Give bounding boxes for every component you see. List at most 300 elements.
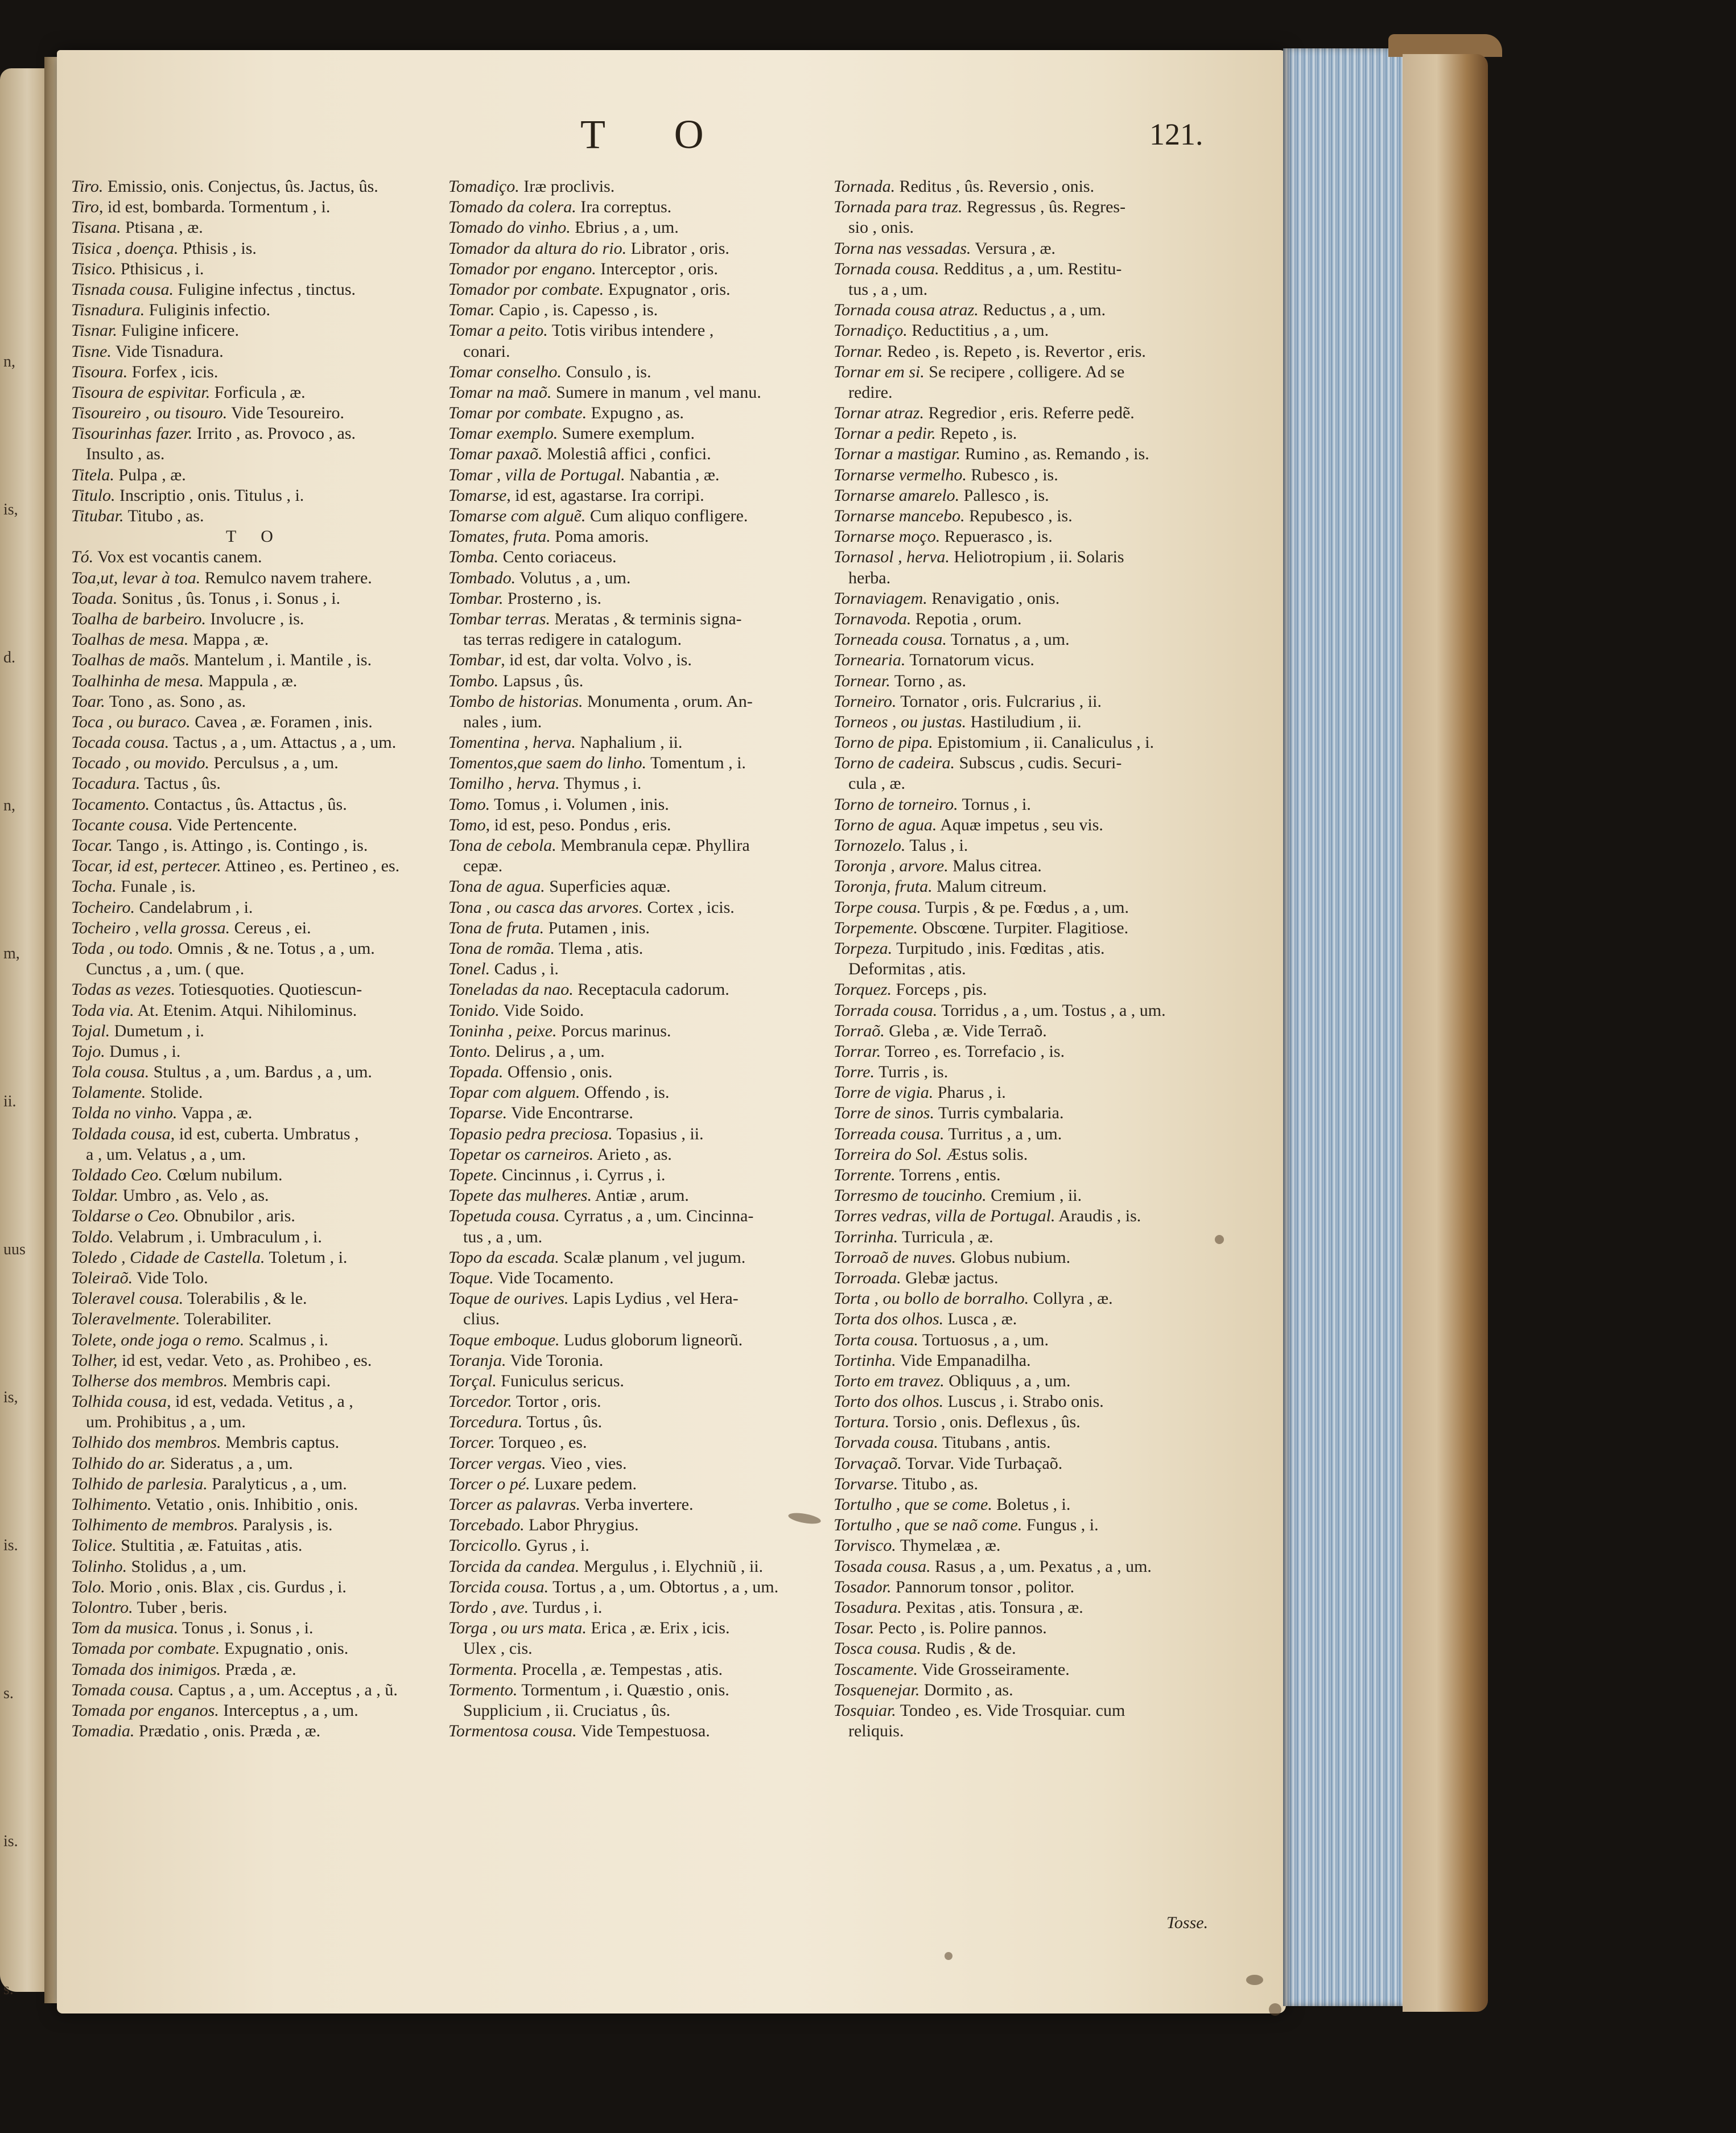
dictionary-entry [71, 362, 438, 382]
definition: Vide Soido. [499, 1000, 584, 1020]
definition: Capio , is. Capesso , is. [494, 300, 658, 320]
headword: Tomentos,que saem do linho. [448, 753, 647, 773]
headword: Tordo , ave. [448, 1597, 529, 1617]
dictionary-entry [834, 1000, 1226, 1021]
dictionary-entry [834, 1309, 1226, 1329]
definition: Tono , as. Sono , as. [105, 691, 246, 711]
dictionary-entry [448, 671, 818, 691]
column-2 [448, 176, 818, 1741]
headword: Torraõ. [834, 1021, 885, 1040]
definition: Captus , a , um. Acceptus , a , ũ. [174, 1680, 398, 1699]
definition: Stultitia , æ. Fatuitas , atis. [116, 1536, 303, 1555]
definition: Tormentum , i. Quæstio , onis. [517, 1680, 729, 1699]
headword: Toldar. [71, 1186, 119, 1205]
headword: Tosquiar. [834, 1700, 896, 1720]
dictionary-entry [71, 568, 438, 588]
definition: Mergulus , i. Elychniũ , ii. [579, 1556, 764, 1576]
definition: Candelabrum , i. [134, 897, 253, 917]
headword: Tomba. [448, 547, 499, 567]
headword: Tombar. [448, 588, 504, 608]
headword: Toronja, fruta. [834, 877, 933, 896]
definition: Aquæ impetus , seu vis. [937, 815, 1103, 834]
dictionary-entry [834, 835, 1226, 856]
definition: Luscus , i. Strabo onis. [943, 1392, 1104, 1411]
definition: Repuerasco , is. [940, 527, 1053, 546]
dictionary-entry [71, 897, 438, 918]
definition: Rubesco , is. [966, 465, 1058, 484]
definition: Vide Toronia. [506, 1350, 604, 1370]
headword: Torcedura. [448, 1413, 523, 1432]
headword: Toparse. [448, 1103, 508, 1123]
definition: Tomus , i. Volumen , inis. [490, 794, 669, 814]
dictionary-entry [71, 1618, 438, 1638]
definition: Tactus , a , um. Attactus , a , um. [169, 733, 397, 752]
entry-continuation [834, 568, 1226, 588]
headword: Tolamente. [71, 1083, 146, 1102]
dictionary-entry [448, 382, 818, 403]
headword: Tomado do vinho. [448, 218, 571, 237]
definition: Renavigatio , onis. [927, 588, 1060, 608]
headword: Tisnada cousa. [71, 279, 174, 299]
dictionary-entry [448, 1680, 818, 1700]
dictionary-entry [834, 671, 1226, 691]
dictionary-entry [71, 403, 438, 423]
dictionary-entry [834, 1453, 1226, 1474]
headword: Titela. [71, 465, 114, 484]
definition: Sumere exemplum. [558, 424, 695, 443]
entry-continuation [448, 856, 818, 876]
definition: Topasius , ii. [612, 1124, 704, 1143]
definition: Interceptus , a , um. [218, 1700, 358, 1720]
headword: Torpemente. [834, 918, 918, 937]
definition: Cunctus , a , um. ( que. [86, 960, 245, 979]
catchword: Tosse. [1166, 1913, 1209, 1932]
definition: Membris captus. [221, 1433, 340, 1452]
dictionary-entry [834, 732, 1226, 753]
definition: Dumetum , i. [110, 1021, 204, 1040]
dictionary-entry [448, 547, 818, 567]
dictionary-entry [71, 588, 438, 609]
definition: Dumus , i. [105, 1041, 181, 1061]
definition: Cento coriaceus. [498, 547, 617, 567]
dictionary-entry [448, 1371, 818, 1391]
definition: Velabrum , i. Umbraculum , i. [113, 1227, 322, 1246]
dictionary-entry [71, 1082, 438, 1103]
dictionary-entry [71, 485, 438, 506]
definition: Perculsus , a , um. [209, 753, 339, 773]
definition: Expugnator , oris. [604, 279, 731, 299]
dictionary-entry [71, 1453, 438, 1474]
headword: Torneos , ou justas. [834, 712, 967, 731]
headword: Tolhido dos membros. [71, 1433, 221, 1452]
definition: Rumino , as. Remando , is. [960, 444, 1149, 464]
left-page-fragment: n, [3, 353, 15, 370]
headword: Tosadura. [834, 1597, 902, 1617]
definition: Ludus globorum ligneorũ. [559, 1330, 743, 1349]
headword: Tona de fruta. [448, 918, 545, 937]
dictionary-entry [834, 1577, 1226, 1597]
entry-continuation [834, 279, 1226, 300]
definition: Stultus , a , um. Bardus , a , um. [149, 1063, 372, 1082]
dictionary-entry [448, 1330, 818, 1350]
definition: Turricula , æ. [898, 1227, 993, 1246]
dictionary-entry [71, 506, 438, 526]
dictionary-entry [448, 650, 818, 670]
headword: Tomarse com alguẽ. [448, 507, 586, 525]
headword: Torcida da candea. [448, 1556, 580, 1576]
page-edges [1283, 48, 1403, 2006]
headword: Tolo. [71, 1577, 105, 1596]
dictionary-entry [448, 1618, 818, 1638]
definition: Vide Tesoureiro. [227, 403, 344, 423]
definition: Tortus , a , um. Obtortus , a , um. [549, 1577, 779, 1596]
definition: Subscus , cudis. Securi- [955, 753, 1122, 773]
definition: Vide Empanadilha. [896, 1350, 1031, 1370]
dictionary-entry [448, 1432, 818, 1453]
definition: Turritus , a , um. [944, 1124, 1062, 1143]
definition: Membranula cepæ. Phyllira [556, 836, 750, 855]
definition: Torrens , entis. [895, 1166, 1001, 1184]
headword: Tormenta. [448, 1660, 518, 1679]
dictionary-entry [448, 1412, 818, 1432]
definition: Thymelæa , æ. [896, 1536, 1001, 1555]
definition: Totiesquoties. Quotiescun- [175, 980, 362, 999]
dictionary-entry [834, 1412, 1226, 1432]
definition: Receptacula cadorum. [573, 980, 729, 999]
headword: Tornarse moço. [834, 527, 941, 546]
definition: Fuligine infectus , tinctus. [174, 279, 356, 299]
definition: Luxare pedem. [530, 1474, 637, 1493]
definition: Tolerabiliter. [180, 1310, 271, 1329]
dictionary-entry [448, 1062, 818, 1082]
definition: Cadus , i. [490, 960, 559, 979]
dictionary-entry [448, 1474, 818, 1494]
definition: Ptisana , æ. [121, 218, 203, 237]
ink-stain [1246, 1975, 1263, 1985]
dictionary-entry [834, 1041, 1226, 1062]
headword: Tolherse dos membros. [71, 1371, 228, 1390]
headword: Toldarse o Ceo. [71, 1206, 179, 1226]
definition: Glebæ jactus. [901, 1268, 999, 1287]
headword: Tisoura. [71, 362, 128, 381]
definition: Putamen , inis. [544, 918, 650, 937]
headword: Tocheiro. [71, 897, 135, 917]
definition: Pharus , i. [933, 1083, 1006, 1102]
dictionary-entry [834, 918, 1226, 938]
dictionary-entry [834, 259, 1226, 279]
headword: Torno de cadeira. [834, 753, 955, 773]
dictionary-entry [834, 1288, 1226, 1309]
definition: Hastiludium , ii. [966, 712, 1082, 731]
headword: Tornarse mancebo. [834, 507, 965, 525]
definition: Tornatus , a , um. [946, 630, 1070, 649]
headword: Toranja. [448, 1350, 506, 1370]
headword: Tisoureiro , ou tisouro. [71, 403, 228, 423]
dictionary-entry [448, 217, 818, 238]
dictionary-entry [448, 1494, 818, 1515]
definition: Gyrus , i. [521, 1536, 589, 1555]
definition: Irrito , as. Provoco , as. [192, 424, 356, 443]
definition: , id est, agastarse. Ira corripi. [506, 485, 704, 505]
definition: Lapis Lydius , vel Hera- [568, 1289, 739, 1308]
definition: Regredior , eris. Referre pedẽ. [923, 403, 1135, 423]
headword: Tornarse vermelho. [834, 465, 967, 484]
dictionary-entry [834, 1515, 1226, 1535]
ink-stain [945, 1952, 952, 1960]
dictionary-entry [71, 1206, 438, 1226]
headword: Tornozelo. [834, 836, 906, 855]
headword: Tosada cousa. [834, 1556, 931, 1576]
dictionary-entry [71, 1103, 438, 1123]
headword: Tocar, id est, pertecer. [71, 857, 221, 876]
definition: Naphalium , ii. [575, 733, 683, 752]
headword: Tona , ou casca das arvores. [448, 897, 643, 917]
definition: Umbro , as. Velo , as. [118, 1186, 269, 1205]
dictionary-entry [448, 176, 818, 197]
dictionary-entry [448, 259, 818, 279]
definition: Vappa , æ. [177, 1103, 253, 1123]
headword: Tisourinhas fazer. [71, 424, 193, 443]
dictionary-entry [71, 1577, 438, 1597]
headword: Tolhido do ar. [71, 1453, 166, 1473]
entry-continuation [834, 1721, 1226, 1741]
dictionary-entry [834, 1082, 1226, 1103]
headword: Torcer as palavras. [448, 1495, 580, 1514]
headword: Topetuda cousa. [448, 1206, 560, 1226]
definition: Tornatorum vicus. [905, 650, 1034, 670]
definition: Mappula , æ. [204, 671, 298, 690]
ink-stain [1215, 1235, 1224, 1244]
page-number: 121. [1149, 117, 1203, 151]
headword: Toneladas da nao. [448, 980, 574, 999]
headword: Tomar a peito. [448, 321, 548, 340]
definition: Tolerabilis , & le. [183, 1289, 307, 1308]
dictionary-entry [448, 320, 818, 341]
entry-continuation [448, 1309, 818, 1329]
definition: , id est, cuberta. Umbratus , [170, 1124, 359, 1143]
dictionary-entry [448, 1268, 818, 1288]
dictionary-entry [834, 1185, 1226, 1206]
dictionary-entry [448, 526, 818, 547]
entry-continuation [448, 1227, 818, 1247]
left-page-edge [0, 68, 46, 1998]
definition: Vieo , vies. [546, 1453, 627, 1473]
definition: Interceptor , oris. [596, 259, 718, 278]
definition: Forficula , æ. [210, 382, 306, 402]
dictionary-entry [448, 1124, 818, 1144]
cover-top [1388, 34, 1502, 57]
dictionary-entry [834, 320, 1226, 341]
dictionary-entry [71, 773, 438, 794]
dictionary-entry [71, 1227, 438, 1247]
definition: Se recipere , colligere. Ad se [924, 362, 1125, 381]
headword: Torvisco. [834, 1536, 896, 1555]
dictionary-entry [71, 918, 438, 938]
dictionary-entry [448, 1041, 818, 1062]
definition: Labor Phrygius. [524, 1516, 639, 1535]
headword: Torcebado. [448, 1516, 525, 1535]
definition: Sumere in manum , vel manu. [551, 382, 761, 402]
definition: Funiculus sericus. [496, 1371, 624, 1390]
definition: Mantelum , i. Mantile , is. [189, 650, 372, 670]
definition: Pthisis , is. [178, 238, 257, 258]
headword: Tosquenejar. [834, 1680, 920, 1699]
headword: Torto em travez. [834, 1371, 945, 1390]
headword: Tolinho. [71, 1556, 127, 1576]
dictionary-entry [71, 300, 438, 320]
definition: Membris capi. [228, 1371, 331, 1390]
definition: Rasus , a , um. Pexatus , a , um. [930, 1556, 1152, 1576]
dictionary-entry [834, 753, 1226, 773]
headword: Topetar os carneiros. [448, 1144, 594, 1164]
headword: Tocadura. [71, 774, 141, 793]
headword: Torres vedras, villa de Portugal. [834, 1206, 1055, 1226]
definition: Cyrratus , a , um. Cincinna- [559, 1206, 754, 1226]
definition: Monumenta , orum. An- [583, 691, 753, 711]
dictionary-entry [834, 876, 1226, 897]
headword: Tomar exemplo. [448, 424, 558, 443]
headword: Torna nas vessadas. [834, 238, 971, 258]
headword: Torcer o pé. [448, 1474, 530, 1493]
headword: Tornar em si. [834, 362, 925, 381]
headword: Tornaviagem. [834, 588, 927, 608]
definition: Obnubilor , aris. [179, 1206, 295, 1226]
definition: clius. [463, 1310, 500, 1329]
headword: Tortulho , que se come. [834, 1495, 992, 1514]
dictionary-entry [834, 1062, 1226, 1082]
definition: Rudis , & de. [921, 1639, 1016, 1658]
dictionary-entry [71, 1268, 438, 1288]
headword: Toalhas de mesa. [71, 630, 189, 649]
definition: Torvar. Vide Turbaçaõ. [901, 1453, 1063, 1473]
headword: Topete das mulheres. [448, 1186, 592, 1205]
headword: Titulo. [71, 485, 116, 505]
headword: Topo da escada. [448, 1247, 559, 1267]
definition: Scalmus , i. [244, 1330, 328, 1349]
definition: Procella , æ. Tempestas , atis. [517, 1660, 723, 1679]
definition: Redditus , a , um. Restitu- [939, 259, 1122, 278]
headword: Tola cousa. [71, 1063, 150, 1082]
headword: Toleravel cousa. [71, 1289, 184, 1308]
dictionary-entry [71, 753, 438, 773]
headword: Torneiro. [834, 691, 897, 711]
definition: Prosterno , is. [503, 588, 601, 608]
dictionary-entry [834, 1680, 1226, 1700]
headword: Tornadiço. [834, 321, 908, 340]
dictionary-entry [71, 712, 438, 732]
definition: Boletus , i. [992, 1495, 1071, 1514]
entry-continuation [834, 773, 1226, 794]
definition: Thymus , i. [559, 774, 642, 793]
definition: Obscœne. Turpiter. Flagitiose. [918, 918, 1129, 937]
headword: Tomado da colera. [448, 197, 576, 217]
definition: Fungus , i. [1022, 1516, 1099, 1535]
dictionary-entry [71, 1556, 438, 1577]
headword: Torno de torneiro. [834, 794, 958, 814]
dictionary-entry [834, 1660, 1226, 1680]
headword: Torcida cousa. [448, 1577, 549, 1596]
definition: Involucre , is. [205, 609, 304, 628]
definition: Porcus marinus. [556, 1021, 671, 1040]
dictionary-entry [448, 1515, 818, 1535]
dictionary-entry [834, 712, 1226, 732]
definition: Repubesco , is. [964, 507, 1073, 525]
headword: Torrada cousa. [834, 1000, 938, 1020]
definition: Titubans , antis. [938, 1433, 1051, 1452]
headword: Tornada para traz. [834, 197, 963, 217]
headword: Tortinha. [834, 1350, 896, 1370]
dictionary-entry [71, 1515, 438, 1535]
definition: Cavea , æ. Foramen , inis. [190, 712, 373, 731]
headword: Tomo [448, 815, 486, 834]
definition: Heliotropium , ii. Solaris [949, 547, 1124, 567]
dictionary-entry [834, 650, 1226, 670]
definition: Volutus , a , um. [516, 568, 631, 587]
dictionary-entry [71, 938, 438, 959]
headword: Tonido. [448, 1000, 500, 1020]
headword: Tona de romãa. [448, 938, 555, 958]
running-header: T O [580, 112, 733, 157]
definition: id est, vedar. Veto , as. Prohibeo , es. [117, 1350, 372, 1370]
dictionary-entry [71, 1350, 438, 1371]
definition: Talus , i. [905, 836, 968, 855]
dictionary-entry [448, 1350, 818, 1371]
headword: Torta dos olhos. [834, 1310, 944, 1329]
dictionary-entry [448, 1535, 818, 1556]
definition: Stolide. [146, 1083, 203, 1102]
headword: Torcedor. [448, 1392, 512, 1411]
dictionary-entry [71, 1288, 438, 1309]
headword: Tisica , doença. [71, 238, 179, 258]
dictionary-entry [71, 1247, 438, 1268]
headword: Toleravelmente. [71, 1310, 180, 1329]
dictionary-entry [71, 1185, 438, 1206]
definition: Inscriptio , onis. Titulus , i. [115, 485, 304, 505]
definition: Regressus , ûs. Regres- [962, 197, 1126, 217]
definition: Tornator , oris. Fulcrarius , ii. [896, 691, 1102, 711]
headword: Toalha de barbeiro. [71, 609, 206, 628]
dictionary-entry [71, 794, 438, 815]
left-page-fragment: is. [3, 1833, 18, 1850]
definition: cepæ. [463, 857, 503, 876]
definition: herba. [848, 568, 891, 587]
headword: Tombo. [448, 671, 499, 690]
dictionary-entry [834, 1391, 1226, 1412]
definition: Pexitas , atis. Tonsura , æ. [901, 1597, 1083, 1617]
headword: Tó. [71, 547, 94, 567]
definition: Gleba , æ. Vide Terraõ. [884, 1021, 1047, 1040]
definition: Paralyticus , a , um. [207, 1474, 347, 1493]
definition: Pecto , is. Polire pannos. [874, 1619, 1047, 1638]
definition: Tondeo , es. Vide Trosquiar. cum [896, 1700, 1125, 1720]
definition: Tornus , i. [958, 794, 1031, 814]
dictionary-entry [834, 1227, 1226, 1247]
definition: Turris , is. [874, 1063, 949, 1082]
definition: Cœlum nubilum. [162, 1166, 283, 1184]
definition: At. Etenim. Atqui. Nihilominus. [134, 1000, 357, 1020]
dictionary-entry [71, 382, 438, 403]
definition: Sonitus , ûs. Tonus , i. Sonus , i. [117, 588, 341, 608]
definition: Poma amoris. [550, 527, 649, 546]
dictionary-entry [71, 1391, 438, 1412]
headword: Tocheiro , vella grossa. [71, 918, 230, 937]
dictionary-entry [448, 403, 818, 423]
headword: Tisico. [71, 259, 117, 278]
dictionary-entry [71, 1432, 438, 1453]
definition: Lapsus , ûs. [498, 671, 584, 690]
dictionary-entry [448, 1144, 818, 1165]
definition: , id est, peso. Pondus , eris. [485, 815, 671, 834]
